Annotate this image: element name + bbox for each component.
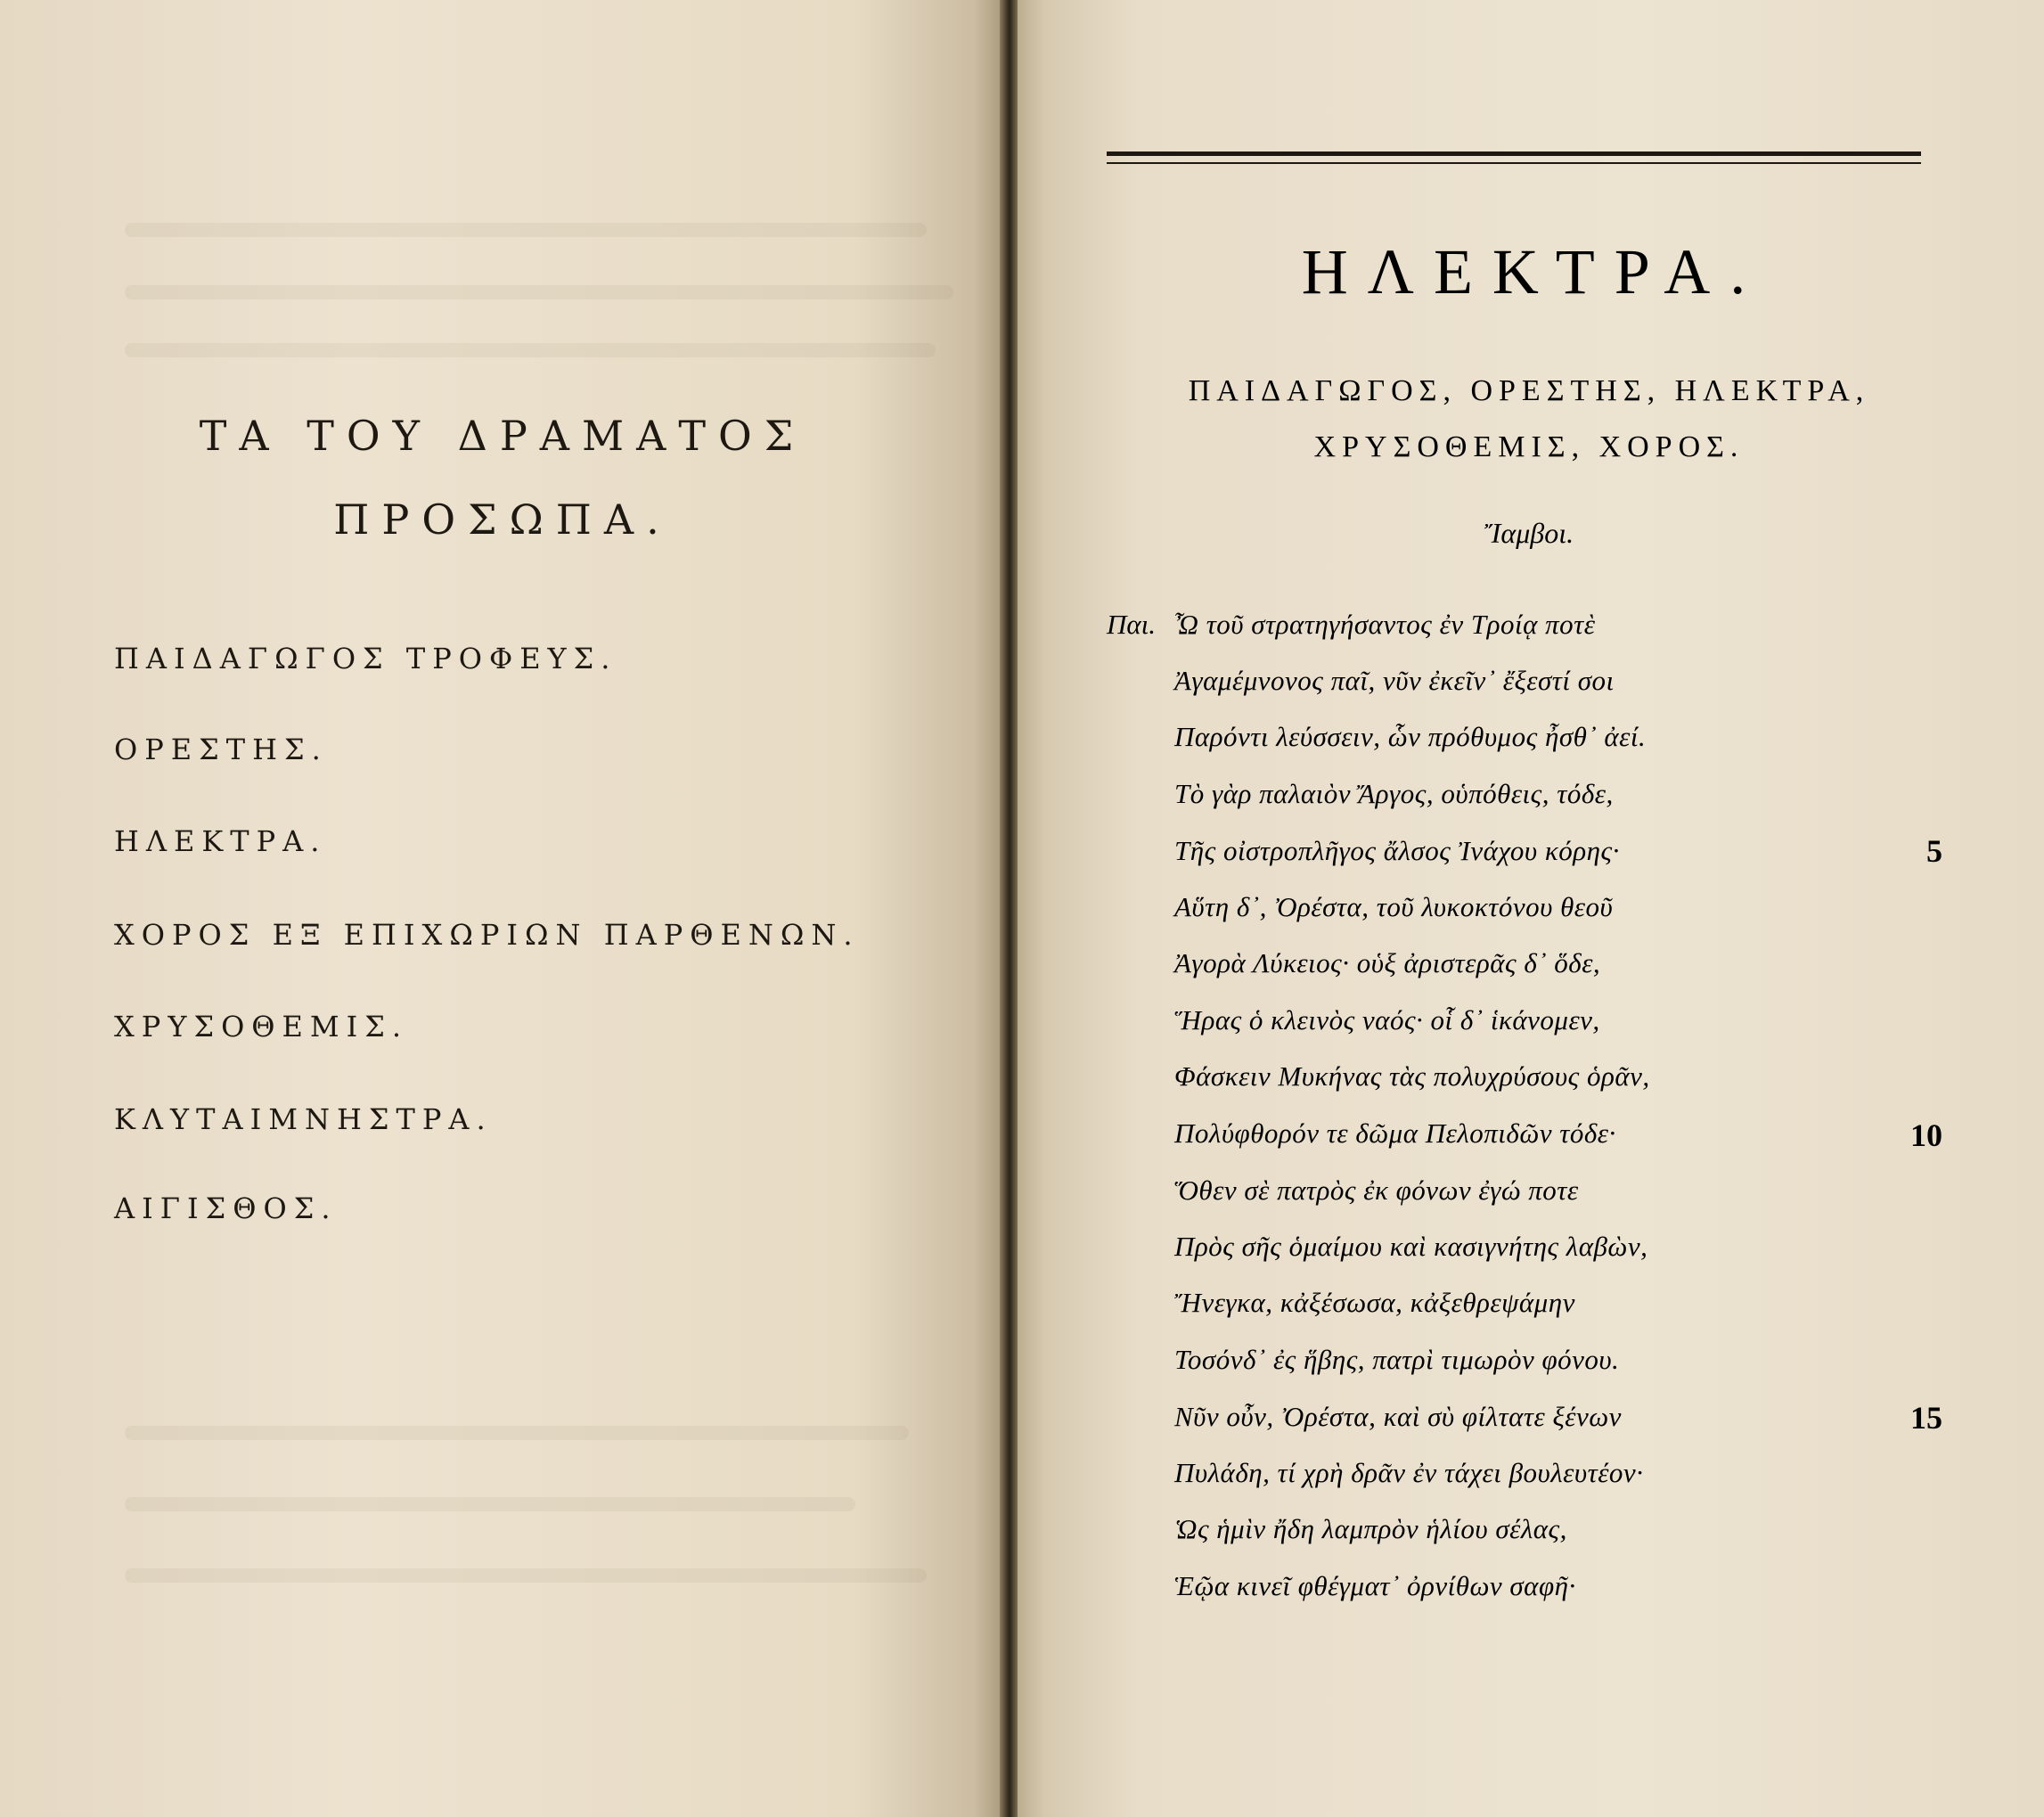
- left-page: [0, 0, 1005, 1817]
- speaker-label: Παι.: [1107, 609, 1157, 640]
- show-through-text: [125, 343, 936, 357]
- verse-line: Ὡς ἡμὶν ἤδη λαμπρὸν ἡλίου σέλας,: [1174, 1513, 1567, 1544]
- verse-line: Πρὸς σῆς ὁμαίμου καὶ κασιγνήτης λαβὼν,: [1174, 1231, 1648, 1262]
- cast-list-line2: ΧΡΥΣΟΘΕΜΙΣ, ΧΟΡΟΣ.: [1313, 430, 1745, 463]
- verse-line: Πολύφθορόν τε δῶμα Πελοπιδῶν τόδε·: [1174, 1117, 1616, 1149]
- cast-list-line1: ΠΑΙΔΑΓΩΓΟΣ, ΟΡΕΣΤΗΣ, ΗΛΕΚΤΡΑ,: [1188, 374, 1870, 407]
- persona-item: ΠΑΙΔΑΓΩΓΟΣ ΤΡΟΦΕΥΣ.: [114, 642, 617, 675]
- verse-line: Ἥρας ὁ κλεινὸς ναός· οἷ δ᾽ ἱκάνομεν,: [1174, 1004, 1600, 1035]
- line-number: 10: [1910, 1117, 1942, 1153]
- persona-item: ΗΛΕΚΤΡΑ.: [114, 824, 327, 858]
- verse-line: Παρόντι λεύσσειν, ὧν πρόθυμος ἦσθ᾽ ἀεί.: [1174, 721, 1647, 752]
- verse-line: Πυλάδη, τί χρὴ δρᾶν ἐν τάχει βουλευτέον·: [1174, 1457, 1644, 1488]
- verse-line: Ἀγαμέμνονος παῖ, νῦν ἐκεῖν᾽ ἔξεστί σοι: [1174, 665, 1615, 696]
- rule-thick: [1107, 151, 1921, 156]
- show-through-text: [125, 1426, 909, 1440]
- dramatis-personae-heading: ΤΑ ΤΟΥ ΔΡΑΜΑΤΟΣ: [199, 412, 806, 460]
- verse-line: Ἀγορὰ Λύκειος· οὑξ ἀριστερᾶς δ᾽ ὅδε,: [1174, 947, 1601, 978]
- verse-line: Ὅθεν σὲ πατρὸς ἐκ φόνων ἐγώ ποτε: [1174, 1175, 1579, 1206]
- meter-label: Ἴαμβοι.: [1484, 517, 1574, 549]
- persona-item: ΟΡΕΣΤΗΣ.: [114, 733, 328, 766]
- show-through-text: [125, 1568, 927, 1583]
- verse-line: Φάσκειν Μυκήνας τὰς πολυχρύσους ὁρᾶν,: [1174, 1060, 1650, 1092]
- verse-line: Τὸ γὰρ παλαιὸν Ἄργος, οὑπόθεις, τόδε,: [1174, 778, 1614, 809]
- show-through-text: [125, 223, 927, 237]
- verse-line: Ὦ τοῦ στρατηγήσαντος ἐν Τροίᾳ ποτὲ: [1174, 609, 1596, 640]
- persona-item: ΚΛΥΤΑΙΜΝΗΣΤΡΑ.: [114, 1102, 493, 1136]
- verse-line: Ἤνεγκα, κἀξέσωσα, κἀξεθρεψάμην: [1174, 1287, 1575, 1318]
- dramatis-personae-heading-line2: ΠΡΟΣΩΠΑ.: [333, 495, 672, 544]
- line-number: 5: [1926, 833, 1942, 869]
- play-title: ΗΛΕΚΤΡΑ.: [1301, 236, 1766, 307]
- persona-item: ΑΙΓΙΣΘΟΣ.: [114, 1191, 338, 1225]
- persona-item: ΧΡΥΣΟΘΕΜΙΣ.: [114, 1010, 409, 1044]
- verse-line: Νῦν οὖν, Ὀρέστα, καὶ σὺ φίλτατε ξένων: [1174, 1401, 1622, 1432]
- header-double-rule: [1107, 151, 1921, 164]
- verse-line: Αὕτη δ᾽, Ὀρέστα, τοῦ λυκοκτόνου θεοῦ: [1174, 891, 1614, 922]
- persona-item: ΧΟΡΟΣ ΕΞ ΕΠΙΧΩΡΙΩΝ ΠΑΡΘΕΝΩΝ.: [114, 918, 860, 952]
- show-through-text: [125, 1497, 855, 1511]
- verse-line: Ἑῷα κινεῖ φθέγματ᾽ ὀρνίθων σαφῆ·: [1174, 1570, 1576, 1601]
- verse-line: Τῆς οἰστροπλῆγος ἄλσος Ἰνάχου κόρης·: [1174, 835, 1620, 866]
- rule-thin: [1107, 162, 1921, 164]
- verse-line: Τοσόνδ᾽ ἐς ἥβης, πατρὶ τιμωρὸν φόνου.: [1174, 1344, 1620, 1375]
- show-through-text: [125, 285, 953, 299]
- line-number: 15: [1910, 1400, 1942, 1436]
